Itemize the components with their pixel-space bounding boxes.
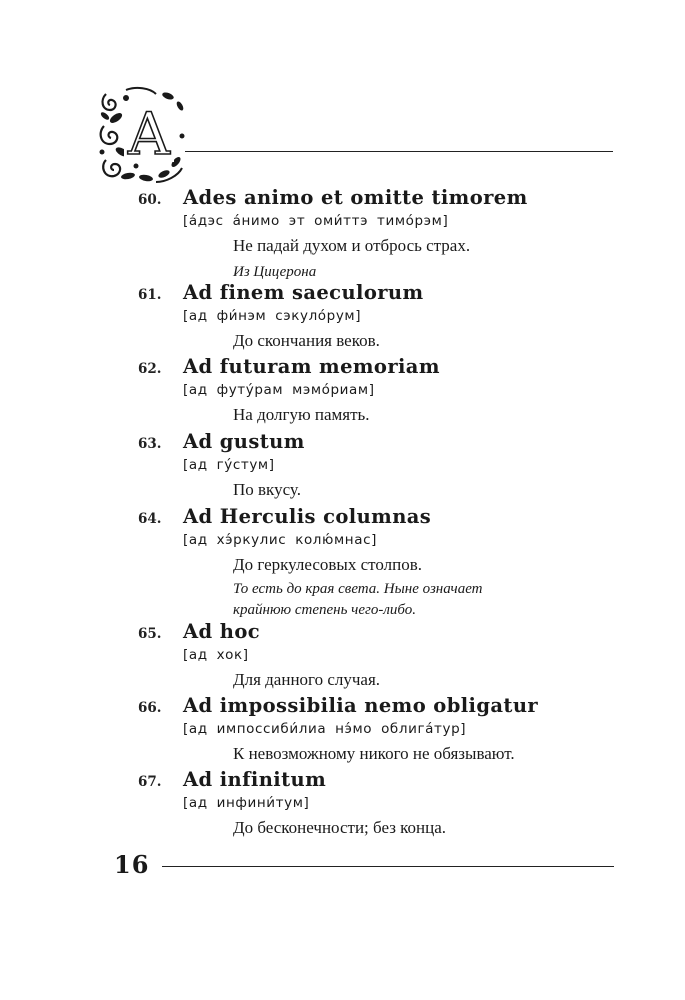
translation: До скончания веков. [233,331,380,350]
floral-ornament-icon [96,86,188,186]
translation: До бесконечности; без конца. [233,818,447,837]
latin-phrase: Ad futuram memoriam [183,355,440,378]
translation: По вкусу. [233,480,301,499]
decorative-initial [96,86,188,186]
footer-rule [162,866,614,867]
pronunciation: [ад фи́нэм сэкуло́рум] [183,308,362,324]
header-rule [185,151,613,152]
note-line: То есть до края света. Ныне означает [233,581,483,597]
entry-number: 66. [138,700,162,716]
latin-phrase: Ad infinitum [183,768,327,791]
translation: До геркулесовых столпов. [233,555,422,574]
pronunciation: [ад футу́рам мэмо́риам] [183,382,375,398]
latin-phrase: Ad impossibilia nemo obligatur [183,694,539,717]
pronunciation: [ад гу́стум] [183,457,275,473]
translation: Для данного случая. [233,670,381,689]
pronunciation: [ад хэ́ркулис колю́мнас] [183,532,377,548]
latin-phrase: Ad Herculis columnas [183,505,432,528]
note-line: крайнюю степень чего-либо. [233,602,416,618]
entry-number: 67. [138,774,162,790]
note-line: Из Цицерона [233,264,317,280]
translation: К невозможному никого не обязывают. [233,744,515,763]
initial-letter: A [128,100,170,168]
latin-phrase: Ad finem saeculorum [183,281,424,304]
latin-phrase: Ad gustum [183,430,305,453]
latin-phrase: Ad hoc [183,620,261,643]
entry-number: 65. [138,626,162,642]
entry-number: 60. [138,192,162,208]
page-number: 16 [114,850,150,879]
entry-number: 63. [138,436,162,452]
pronunciation: [ад хок] [183,647,249,663]
entry-number: 61. [138,287,162,303]
pronunciation: [ад инфини́тум] [183,795,310,811]
pronunciation: [а́дэс а́нимо эт оми́ттэ тимо́рэм] [183,213,449,229]
entry-number: 62. [138,361,162,377]
latin-phrase: Ades animo et omitte timorem [183,186,528,209]
pronunciation: [ад импоссиби́лиа нэ́мо облига́тур] [183,721,467,737]
translation: Не падай духом и отбрось страх. [233,236,471,255]
translation: На долгую память. [233,405,370,424]
entry-number: 64. [138,511,162,527]
